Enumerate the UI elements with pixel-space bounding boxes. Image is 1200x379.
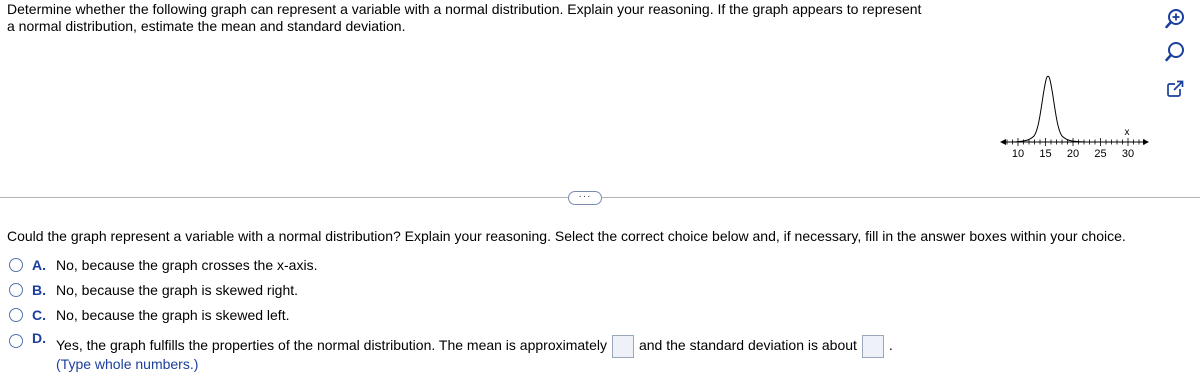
answer-format-hint: (Type whole numbers.) (56, 355, 199, 372)
normal-curve (1006, 76, 1090, 142)
choice-a-text: No, because the graph crosses the x-axis. (56, 257, 318, 273)
x-axis-left-arrow (1000, 139, 1006, 145)
radio-choice-b[interactable] (9, 283, 23, 297)
sd-answer-box[interactable] (862, 335, 884, 358)
choice-b-letter: B. (32, 282, 46, 298)
x-axis-right-arrow (1143, 139, 1149, 145)
x-tick-label: 10 (1011, 148, 1025, 160)
radio-choice-c[interactable] (9, 308, 23, 322)
radio-choice-a[interactable] (9, 258, 23, 272)
choice-c[interactable] (9, 307, 289, 323)
problem-statement: Determine whether the following graph can represent a variable with a normal distribution. Explain your reasoning. If the graph appears to represent a normal distribution, estimate the mean and standard deviation. (7, 1, 922, 34)
choice-d[interactable] (9, 330, 893, 372)
choice-d-text-after: . (888, 337, 893, 353)
choice-b-text: No, because the graph is skewed right. (56, 282, 299, 298)
x-tick-label: 30 (1121, 148, 1135, 160)
choice-a-letter: A. (32, 257, 46, 273)
choice-a[interactable] (9, 257, 317, 273)
choice-b[interactable] (9, 282, 298, 298)
choice-d-text-middle: and the standard deviation is about (638, 337, 857, 353)
choice-d-letter: D. (32, 330, 46, 346)
choice-d-text-before: Yes, the graph fulfills the properties of the normal distribution. The mean is approximately (56, 337, 607, 353)
popout-icon (1166, 80, 1184, 98)
x-tick-label: 20 (1066, 148, 1080, 160)
zoom-in-icon (1165, 8, 1185, 30)
x-axis-label: x (1124, 127, 1130, 138)
more-options-button[interactable] (568, 191, 602, 205)
x-tick-label: 15 (1039, 148, 1052, 160)
choice-c-text: No, because the graph is skewed left. (56, 307, 290, 323)
popout-button[interactable] (1162, 76, 1188, 102)
zoom-out-icon (1165, 41, 1185, 63)
choice-d-sentence (56, 334, 893, 358)
zoom-in-button[interactable] (1162, 6, 1188, 32)
choice-c-letter: C. (32, 307, 46, 323)
radio-choice-d[interactable] (9, 334, 23, 348)
mean-answer-box[interactable] (612, 335, 634, 358)
more-button-label: ··· (578, 190, 592, 202)
zoom-out-button[interactable] (1162, 39, 1188, 65)
choice-d-body (56, 334, 893, 372)
normal-curve-graph (1000, 68, 1150, 163)
x-tick-label: 25 (1094, 148, 1107, 160)
question-text: Could the graph represent a variable with a normal distribution? Explain your reasoning. Select the correct choice below and, if necessary, fill in the answer boxes within your choice. (7, 228, 1126, 244)
x-tick-labels-group (1012, 148, 1134, 160)
